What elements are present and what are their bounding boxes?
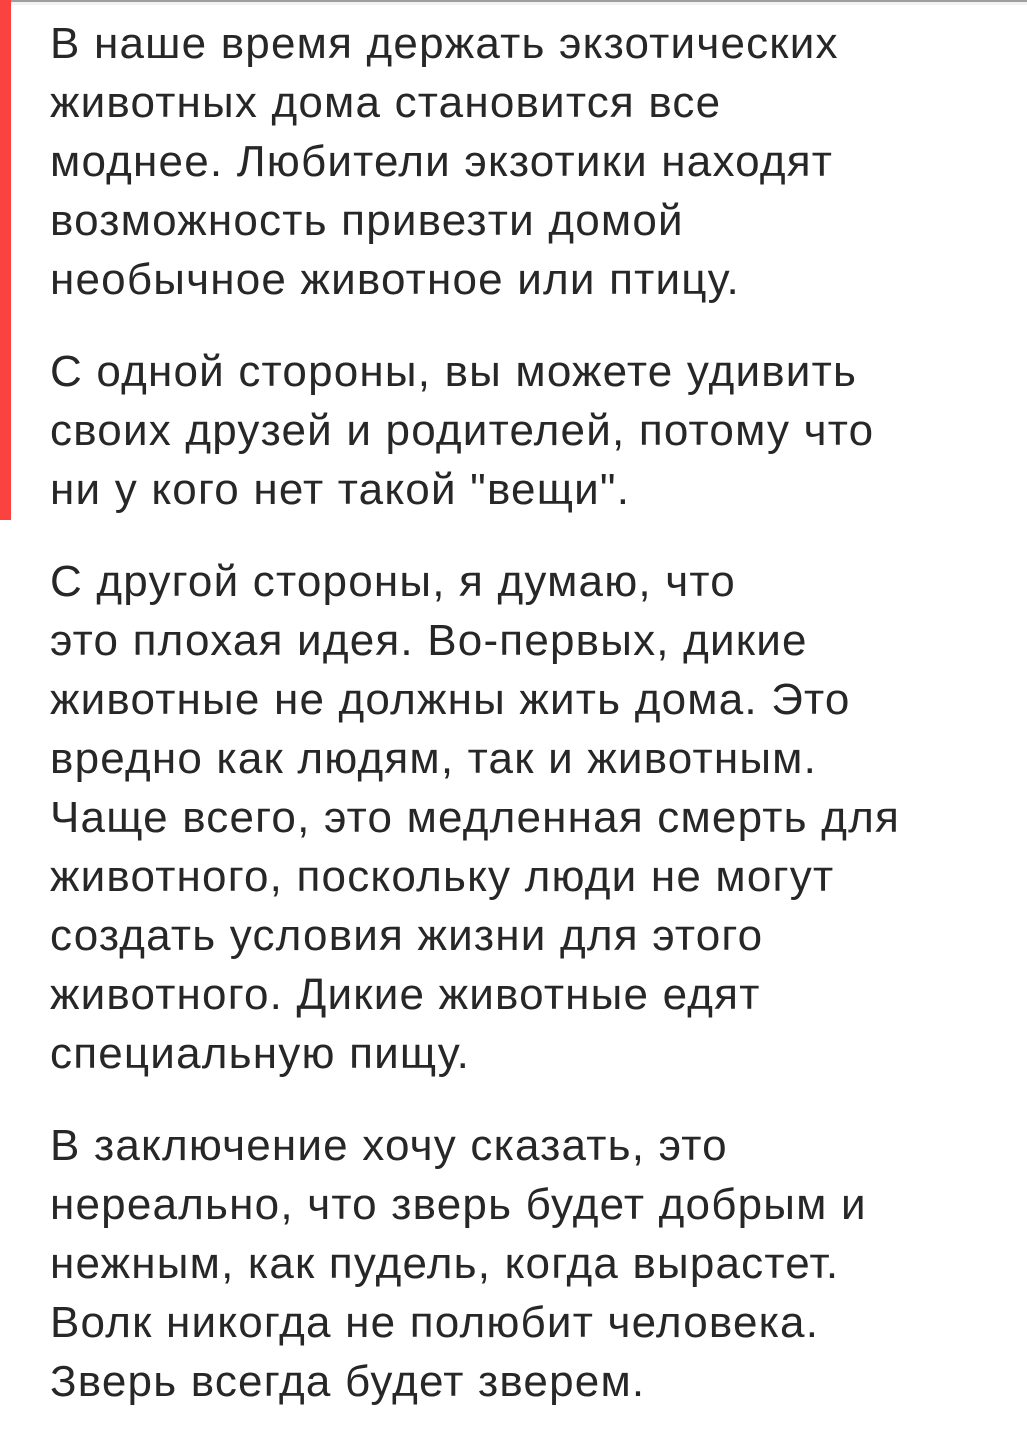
text-line: создать условия жизни для этого (50, 911, 764, 960)
paragraph-intro (50, 14, 1000, 309)
text-line: возможность привезти домой (50, 196, 684, 245)
essay-text (50, 14, 1000, 1411)
text-line: моднее. Любители экзотики находят (50, 137, 834, 186)
left-red-accent-stripe (0, 0, 11, 520)
text-line: В наше время держать экзотических (50, 19, 839, 68)
text-line: ни у кого нет такой "вещи". (50, 465, 631, 514)
text-line: животные не должны жить дома. Это (50, 675, 851, 724)
text-line: животных дома становится все (50, 78, 722, 127)
text-line: Волк никогда не полюбит человека. (50, 1298, 820, 1347)
text-line: С другой стороны, я думаю, что (50, 557, 736, 606)
text-line: нежным, как пудель, когда вырастет. (50, 1239, 840, 1288)
text-line: необычное животное или птицу. (50, 255, 740, 304)
paragraph-contra (50, 552, 1000, 1083)
top-divider (0, 0, 1027, 5)
text-line: вредно как людям, так и животным. (50, 734, 818, 783)
paragraph-conclusion (50, 1116, 1000, 1411)
text-line: В заключение хочу сказать, это (50, 1121, 728, 1170)
paragraph-pro (50, 342, 1000, 519)
text-line: С одной стороны, вы можете удивить (50, 347, 858, 396)
text-line: это плохая идея. Во-первых, дикие (50, 616, 808, 665)
text-line: нереально, что зверь будет добрым и (50, 1180, 867, 1229)
text-line: специальную пищу. (50, 1029, 470, 1078)
text-line: Чаще всего, это медленная смерть для (50, 793, 900, 842)
text-line: животного. Дикие животные едят (50, 970, 761, 1019)
text-line: животного, поскольку люди не могут (50, 852, 835, 901)
text-line: Зверь всегда будет зверем. (50, 1357, 646, 1406)
text-line: своих друзей и родителей, потому что (50, 406, 875, 455)
